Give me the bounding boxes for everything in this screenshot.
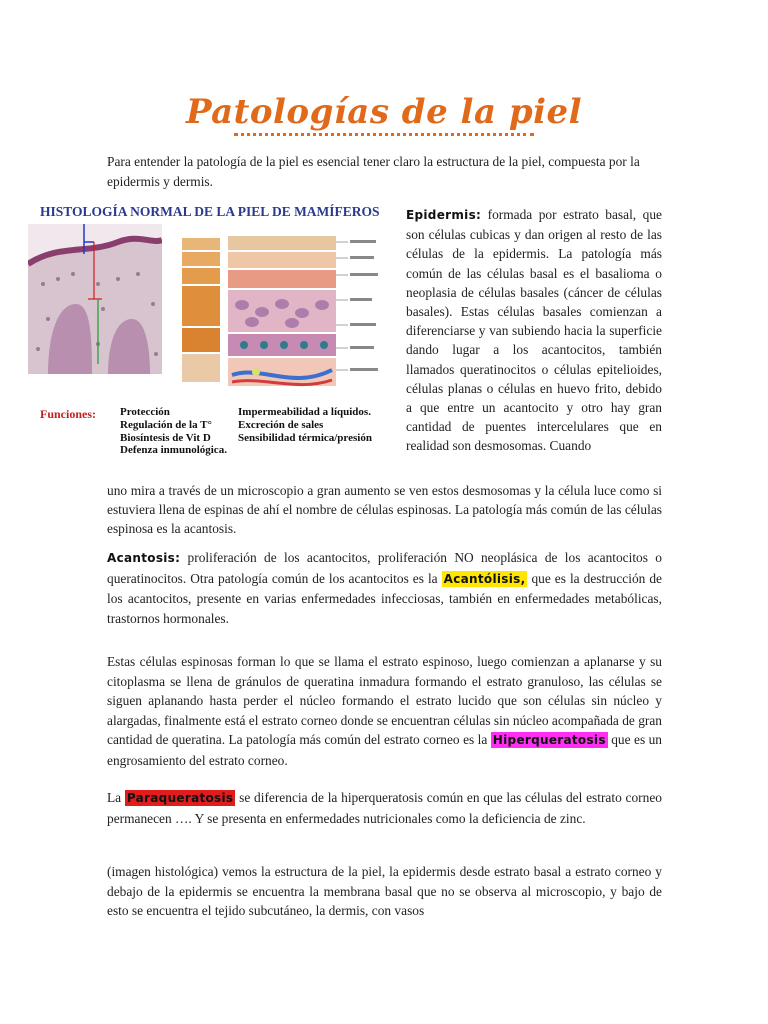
- acantolisis-highlight: Acantólisis,: [443, 571, 526, 586]
- hiperqueratosis-highlight: Hiperqueratosis: [492, 733, 606, 747]
- page-title: Patologías de la piel: [185, 92, 583, 132]
- function-item: Protección: [120, 406, 170, 418]
- imagen-histologica-paragraph: (imagen histológica) vemos la estructura de la piel, la epidermis desde estrato basal a estrato corneo y debajo de la epidermis se encuentra la membrana basal que no se observa al microscopio, y bajo de esto se encuentra el tejido subcutáneo, la dermis, con vasos: [107, 864, 662, 918]
- paraqueratosis-text-2: se diferencia de la hiperqueratosis común en que las células del estrato corneo permanecen …. Y se presenta en enfermedades nutricionales como la deficiencia de zinc.: [107, 790, 662, 826]
- acantosis-text-2: que es la destrucción de los acantocitos, presente en varias enfermedades infecciosas, también en enfermedades metabólicas, trastornos hormonales.: [107, 570, 662, 626]
- figure-functions: [40, 406, 396, 468]
- acantosis-keyword: Acantosis:: [107, 551, 181, 565]
- espinoso-text-1: Estas células espinosas forman lo que se llama el estrato espinoso, luego comienzan a aplanarse y su citoplasma se llena de gránulos de queratina inmadura formando el estrato granuloso, las células se siguen aplanando hasta perder el núcleo formando el estrato lucido que son células sin núcleo y alargadas, finalmente está el estrato corneo donde se encuentran células sin núcleo acompañada de gran cantidad de queratina. La patología más común del estrato corneo es la: [107, 654, 662, 747]
- functions-label: Funciones:: [40, 407, 97, 421]
- epidermis-layers-diagram: [182, 230, 382, 400]
- paraqueratosis-paragraph: [107, 788, 662, 828]
- histology-figure: [26, 200, 398, 468]
- epidermis-keyword: Epidermis:: [406, 208, 482, 222]
- paraqueratosis-text-1: La: [107, 790, 122, 805]
- function-item: Impermeabilidad a líquidos.: [238, 406, 371, 418]
- acantosis-paragraph: [107, 548, 662, 628]
- figure-title: HISTOLOGÍA NORMAL DE LA PIEL DE MAMÍFEROS: [40, 204, 380, 219]
- function-item: Biosíntesis de Vit D: [120, 431, 211, 444]
- functions-column-1: [120, 406, 227, 457]
- acantosis-text-1: proliferación de los acantocitos, proliferación NO neoplásica de los acantocitos o queratinocitos. Otra patología común de los acantocitos es la: [107, 550, 662, 586]
- micrograph-image: [28, 224, 162, 374]
- function-item: Defenza inmunológica.: [120, 444, 227, 457]
- paraqueratosis-highlight: Paraqueratosis: [126, 791, 234, 805]
- epidermis-text: formada por estrato basal, que son células cubicas y dan origen al resto de las células de la epidermis. La patología más común de las células basal es el basalioma o neoplasia de células basales (cáncer de células basales). Estas células basales comienzan a diferenciarse y van subiendo hacia la superficie dando lugar a los acantocitos, también llamados queratinocitos o células epitelioides, células planas o células en huevo frito, debido a que entre un acantocito y otro hay gran cantidad de puentes intercelulares que en realidad son desmosomas. Cuando: [406, 207, 662, 454]
- function-item: Excreción de sales: [238, 418, 324, 431]
- epidermis-paragraph-continued: uno mira a través de un microscopio a gran aumento se ven estos desmosomas y la célula luce como si estuviera llena de espinas de ahí el nombre de células espinosas. La patología más común de las células espinosa es la acantosis.: [107, 483, 662, 537]
- intro-paragraph: Para entender la patología de la piel es esencial tener claro la estructura de la piel, compuesta por la epidermis y dermis.: [107, 154, 640, 189]
- function-item: Regulación de la T°: [120, 418, 212, 431]
- title-underline: [234, 133, 534, 136]
- estrato-espinoso-paragraph: [107, 652, 662, 770]
- functions-column-2: [238, 406, 372, 444]
- function-item: Sensibilidad térmica/presión: [238, 431, 372, 444]
- espinoso-text-2: que es un engrosamiento del estrato corneo.: [107, 732, 662, 768]
- epidermis-paragraph: [406, 205, 662, 456]
